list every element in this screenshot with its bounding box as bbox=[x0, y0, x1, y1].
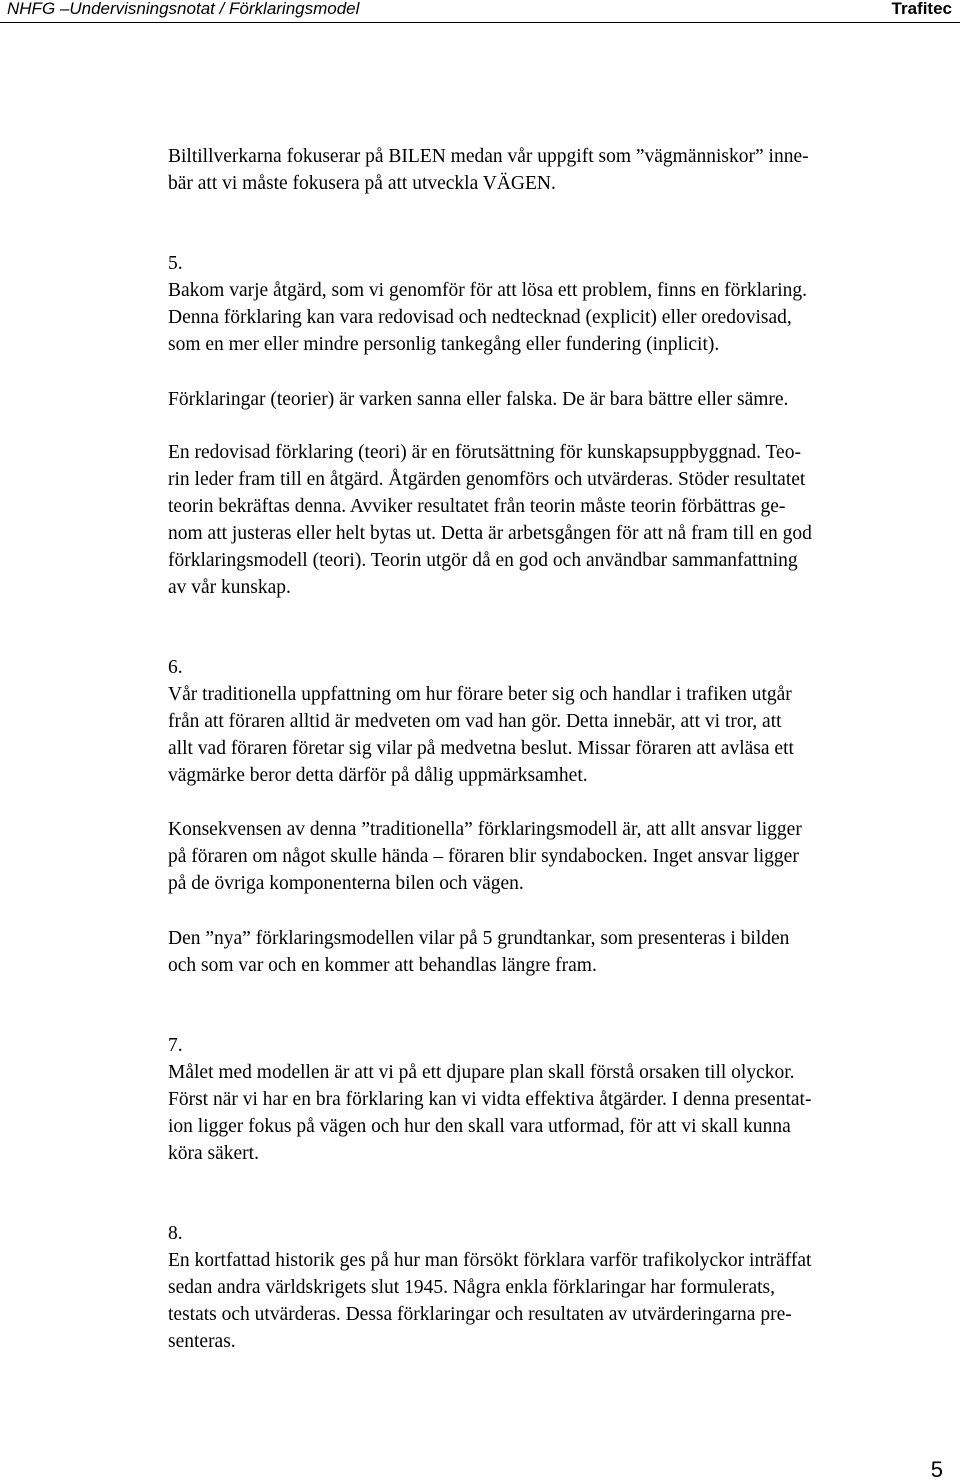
text-line: som en mer eller mindre personlig tankegång eller fundering (inplicit). bbox=[168, 334, 720, 355]
text-line: av vår kunskap. bbox=[168, 577, 291, 598]
text-line: från att föraren alltid är medveten om vad han gör. Detta innebär, att vi tror, att bbox=[168, 711, 782, 732]
text-line: på de övriga komponenterna bilen och vägen. bbox=[168, 873, 524, 894]
text-line: senteras. bbox=[168, 1331, 236, 1352]
header-rule bbox=[0, 22, 960, 23]
section-number: 7. bbox=[168, 1035, 183, 1056]
text-line: allt vad föraren företar sig vilar på medvetna beslut. Missar föraren att avläsa ett bbox=[168, 738, 794, 759]
page-number: 5 bbox=[930, 1457, 943, 1482]
section-number: 8. bbox=[168, 1223, 183, 1244]
text-line: bär att vi måste fokusera på att utveckla VÄGEN. bbox=[168, 173, 556, 194]
text-line: Bakom varje åtgärd, som vi genomför för att lösa ett problem, finns en förklaring. bbox=[168, 280, 807, 301]
text-line: på föraren om något skulle hända – föraren blir syndabocken. Inget ansvar ligger bbox=[168, 846, 799, 867]
text-line: sedan andra världskrigets slut 1945. Några enkla förklaringar har formulerats, bbox=[168, 1277, 775, 1298]
text-line: Biltillverkarna fokuserar på BILEN medan vår uppgift som ”vägmänniskor” inne- bbox=[168, 146, 809, 167]
text-line: Förklaringar (teorier) är varken sanna eller falska. De är bara bättre eller sämre. bbox=[168, 389, 789, 410]
text-line: vägmärke beror detta därför på dålig uppmärksamhet. bbox=[168, 765, 588, 786]
header-document-title: NHFG –Undervisningsnotat / Förklaringsmodel bbox=[7, 0, 360, 18]
text-line: testats och utvärderas. Dessa förklaringar och resultaten av utvärderingarna pre- bbox=[168, 1304, 792, 1325]
text-line: teorin bekräftas denna. Avviker resultatet från teorin måste teorin förbättras ge- bbox=[168, 496, 786, 517]
text-line: En kortfattad historik ges på hur man försökt förklara varför trafikolyckor inträffat bbox=[168, 1250, 812, 1271]
text-line: Den ”nya” förklaringsmodellen vilar på 5 grundtankar, som presenteras i bilden bbox=[168, 928, 790, 949]
text-line: förklaringsmodell (teori). Teorin utgör då en god och användbar sammanfattning bbox=[168, 550, 798, 571]
text-line: Denna förklaring kan vara redovisad och nedtecknad (explicit) eller oredovisad, bbox=[168, 307, 792, 328]
header-company-name: Trafitec bbox=[891, 0, 952, 18]
page-header bbox=[0, 0, 960, 22]
text-line: nom att justeras eller helt bytas ut. Detta är arbetsgången för att nå fram till en god bbox=[168, 523, 812, 544]
text-line: Målet med modellen är att vi på ett djupare plan skall förstå orsaken till olyckor. bbox=[168, 1062, 795, 1083]
text-line: En redovisad förklaring (teori) är en förutsättning för kunskapsuppbyggnad. Teo- bbox=[168, 442, 801, 463]
text-line: Först när vi har en bra förklaring kan vi vidta effektiva åtgärder. I denna presentat- bbox=[168, 1089, 812, 1110]
section-number: 5. bbox=[168, 253, 183, 274]
text-line: Vår traditionella uppfattning om hur förare beter sig och handlar i trafiken utgår bbox=[168, 684, 792, 705]
section-number: 6. bbox=[168, 657, 183, 678]
text-line: rin leder fram till en åtgärd. Åtgärden genomförs och utvärderas. Stöder resultatet bbox=[168, 469, 806, 490]
text-line: och som var och en kommer att behandlas längre fram. bbox=[168, 955, 597, 976]
text-line: ion ligger fokus på vägen och hur den skall vara utformad, för att vi skall kunna bbox=[168, 1116, 791, 1137]
text-line: köra säkert. bbox=[168, 1143, 259, 1164]
text-line: Konsekvensen av denna ”traditionella” förklaringsmodell är, att allt ansvar ligger bbox=[168, 819, 802, 840]
